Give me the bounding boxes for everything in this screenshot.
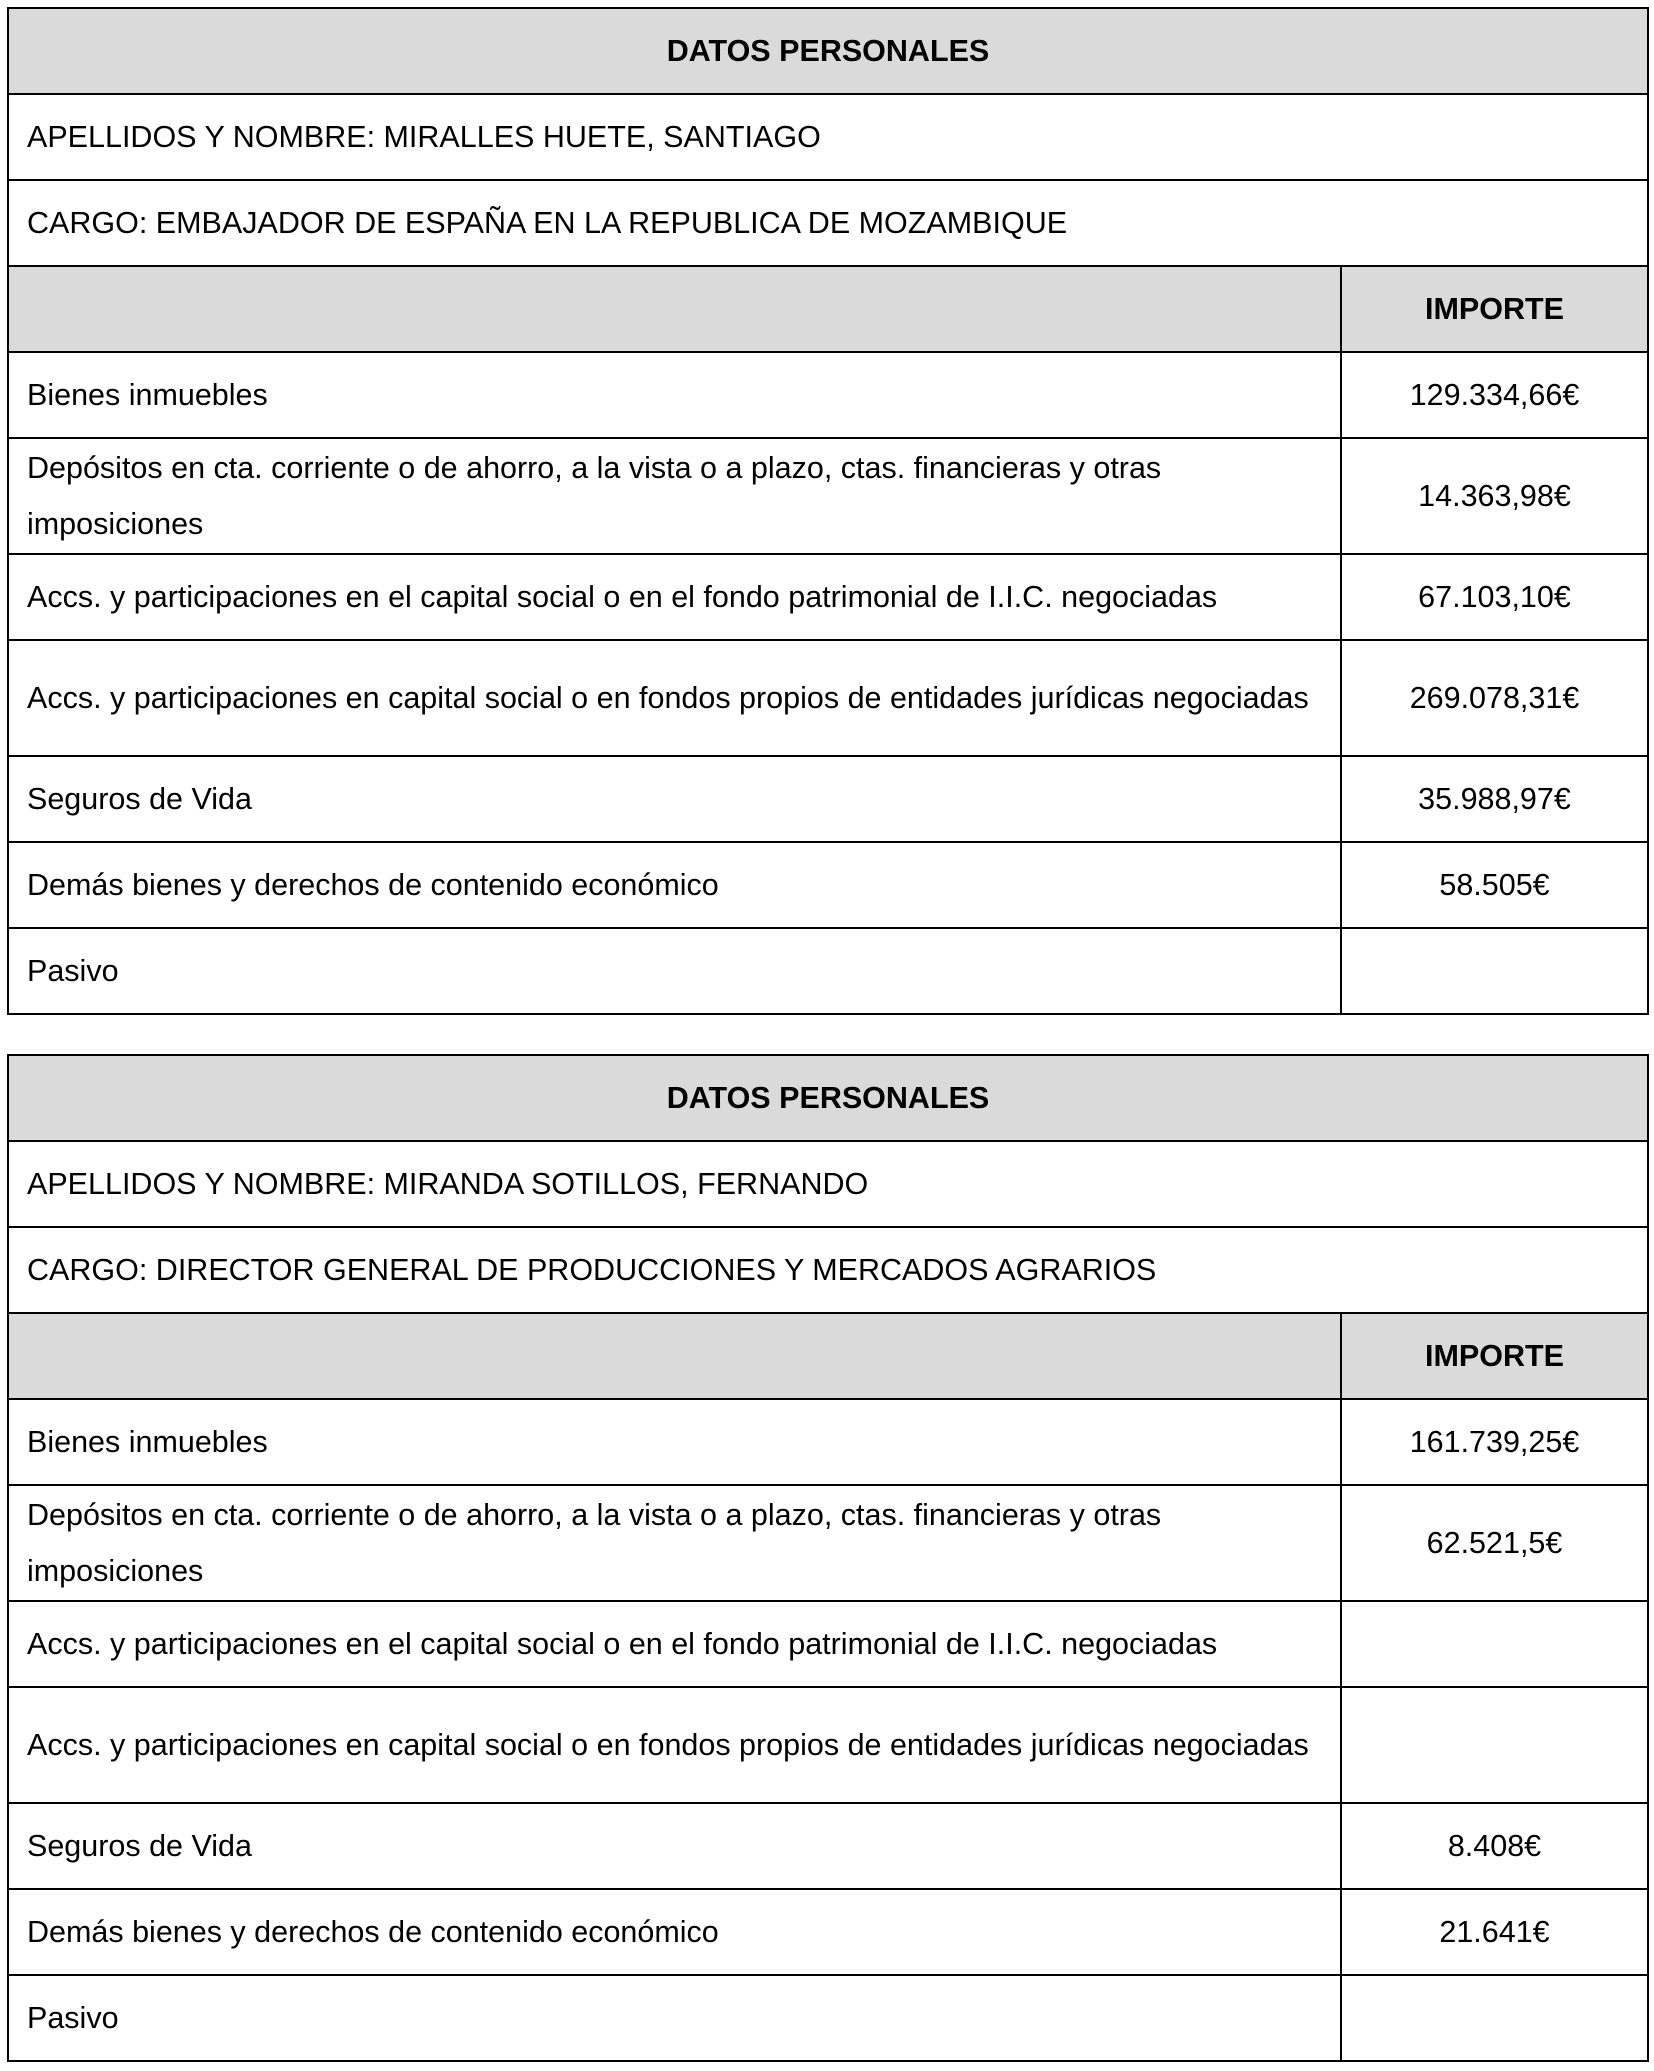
asset-label: Bienes inmuebles	[8, 1399, 1341, 1485]
person-position: CARGO: DIRECTOR GENERAL DE PRODUCCIONES Y MERCADOS AGRARIOS	[8, 1227, 1648, 1313]
asset-row	[8, 640, 1648, 756]
asset-row	[8, 1687, 1648, 1803]
asset-amount: 35.988,97€	[1341, 756, 1648, 842]
liability-amount	[1341, 1975, 1648, 2061]
asset-amount: 58.505€	[1341, 842, 1648, 928]
asset-row	[8, 1485, 1648, 1601]
person-name: APELLIDOS Y NOMBRE: MIRALLES HUETE, SANTIAGO	[8, 94, 1648, 180]
asset-amount: 129.334,66€	[1341, 352, 1648, 438]
asset-row	[8, 1889, 1648, 1975]
asset-label: Depósitos en cta. corriente o de ahorro, a la vista o a plazo, ctas. financieras y otras imposiciones	[8, 438, 1341, 554]
section-header: DATOS PERSONALES	[8, 1055, 1648, 1141]
name-row	[8, 94, 1648, 180]
asset-label: Accs. y participaciones en el capital social o en el fondo patrimonial de I.I.C. negociadas	[8, 554, 1341, 640]
asset-label: Accs. y participaciones en capital social o en fondos propios de entidades jurídicas negociadas	[8, 1687, 1341, 1803]
asset-amount: 14.363,98€	[1341, 438, 1648, 554]
asset-label: Accs. y participaciones en el capital social o en el fondo patrimonial de I.I.C. negociadas	[8, 1601, 1341, 1687]
asset-row	[8, 842, 1648, 928]
name-row	[8, 1141, 1648, 1227]
label-column-header	[8, 1313, 1341, 1399]
asset-label: Seguros de Vida	[8, 756, 1341, 842]
asset-row	[8, 1399, 1648, 1485]
section-header: DATOS PERSONALES	[8, 8, 1648, 94]
asset-amount: 269.078,31€	[1341, 640, 1648, 756]
liability-row	[8, 928, 1648, 1014]
label-column-header	[8, 266, 1341, 352]
asset-row	[8, 438, 1648, 554]
asset-row	[8, 1803, 1648, 1889]
position-row	[8, 1227, 1648, 1313]
asset-amount: 8.408€	[1341, 1803, 1648, 1889]
asset-label: Demás bienes y derechos de contenido económico	[8, 842, 1341, 928]
liability-row	[8, 1975, 1648, 2061]
asset-amount	[1341, 1601, 1648, 1687]
asset-amount: 21.641€	[1341, 1889, 1648, 1975]
asset-row	[8, 352, 1648, 438]
liability-amount	[1341, 928, 1648, 1014]
person-position: CARGO: EMBAJADOR DE ESPAÑA EN LA REPUBLICA DE MOZAMBIQUE	[8, 180, 1648, 266]
header-row	[8, 1055, 1648, 1141]
asset-label: Accs. y participaciones en capital social o en fondos propios de entidades jurídicas negociadas	[8, 640, 1341, 756]
asset-row	[8, 756, 1648, 842]
person-name: APELLIDOS Y NOMBRE: MIRANDA SOTILLOS, FERNANDO	[8, 1141, 1648, 1227]
asset-amount: 62.521,5€	[1341, 1485, 1648, 1601]
column-header-row	[8, 266, 1648, 352]
importe-column-header: IMPORTE	[1341, 1313, 1648, 1399]
liability-label: Pasivo	[8, 928, 1341, 1014]
asset-label: Bienes inmuebles	[8, 352, 1341, 438]
asset-row	[8, 1601, 1648, 1687]
asset-label: Demás bienes y derechos de contenido económico	[8, 1889, 1341, 1975]
asset-label: Depósitos en cta. corriente o de ahorro, a la vista o a plazo, ctas. financieras y otras imposiciones	[8, 1485, 1341, 1601]
asset-amount	[1341, 1687, 1648, 1803]
declaration-table-2	[7, 1054, 1649, 2062]
asset-amount: 161.739,25€	[1341, 1399, 1648, 1485]
liability-label: Pasivo	[8, 1975, 1341, 2061]
asset-row	[8, 554, 1648, 640]
asset-label: Seguros de Vida	[8, 1803, 1341, 1889]
column-header-row	[8, 1313, 1648, 1399]
header-row	[8, 8, 1648, 94]
asset-amount: 67.103,10€	[1341, 554, 1648, 640]
position-row	[8, 180, 1648, 266]
importe-column-header: IMPORTE	[1341, 266, 1648, 352]
declaration-table-1	[7, 7, 1649, 1015]
